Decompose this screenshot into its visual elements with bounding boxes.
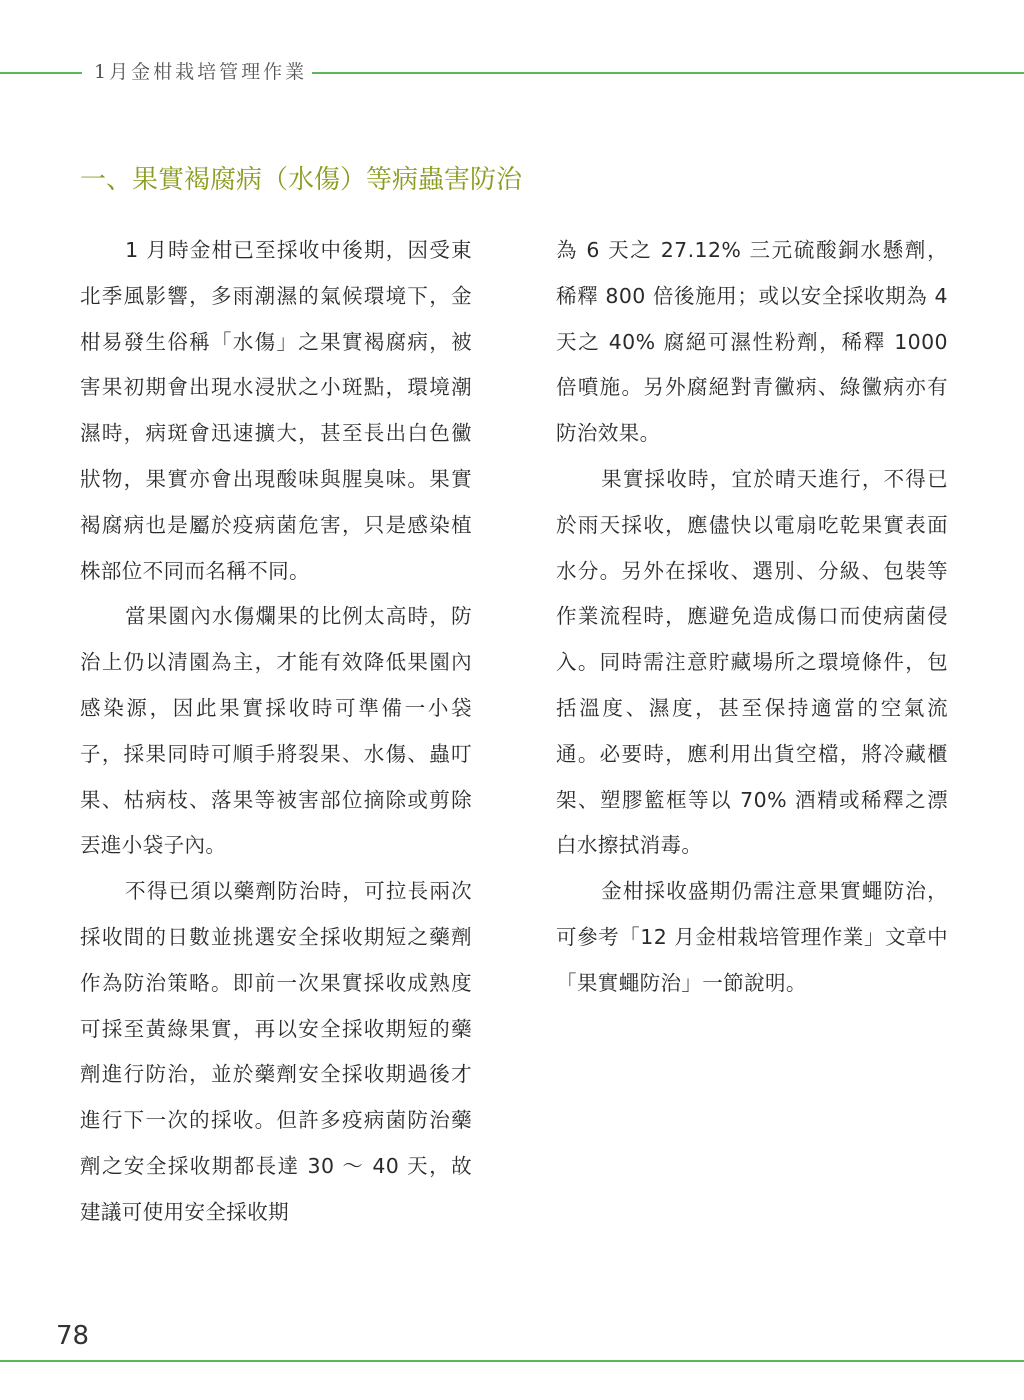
section-heading: 一、果實褐腐病（水傷）等病蟲害防治: [80, 165, 523, 195]
left-column: [80, 228, 472, 1236]
right-column: [556, 228, 948, 1007]
header-rule-left: [0, 72, 82, 74]
paragraph: 果實採收時，宜於晴天進行，不得已於雨天採收，應儘快以電扇吃乾果實表面水分。另外在採收、選別、分級、包裝等作業流程時，應避免造成傷口而使病菌侵入。同時需注意貯藏場所之環境條件，包括溫度、濕度，甚至保持適當的空氣流通。必要時，應利用出貨空檔，將冷藏櫃架、塑膠籃框等以 70% 酒精或稀釋之漂白水擦拭消毒。: [556, 466, 948, 858]
paragraph: 不得已須以藥劑防治時，可拉長兩次採收間的日數並挑選安全採收期短之藥劑作為防治策略。即前一次果實採收成熟度可採至黃綠果實，再以安全採收期短的藥劑進行防治，並於藥劑安全採收期過後才進行下一次的採收。但許多疫病菌防治藥劑之安全採收期都長達 30 ～ 40 天，故建議可使用安全採收期: [80, 879, 472, 1224]
footer-rule: [0, 1360, 1024, 1362]
paragraph: 1 月時金柑已至採收中後期，因受東北季風影響，多雨潮濕的氣候環境下，金柑易發生俗稱「水傷」之果實褐腐病，被害果初期會出現水浸狀之小斑點，環境潮濕時，病斑會迅速擴大，甚至長出白色黴狀物，果實亦會出現酸味與腥臭味。果實褐腐病也是屬於疫病菌危害，只是感染植株部位不同而名稱不同。: [80, 238, 472, 583]
paragraph: 金柑採收盛期仍需注意果實蠅防治，可參考「12 月金柑栽培管理作業」文章中「果實蠅防治」一節說明。: [556, 879, 948, 995]
paragraph: 當果園內水傷爛果的比例太高時，防治上仍以清園為主，才能有效降低果園內感染源，因此果實採收時可準備一小袋子，採果同時可順手將裂果、水傷、蟲叮果、枯病枝、落果等被害部位摘除或剪除丟進小袋子內。: [80, 604, 472, 858]
page-number: 78: [56, 1321, 90, 1351]
running-header-title: 1月金柑栽培管理作業: [94, 61, 308, 83]
paragraph-continued: 為 6 天之 27.12% 三元硫酸銅水懸劑，稀釋 800 倍後施用；或以安全採收期為 4 天之 40% 腐絕可濕性粉劑，稀釋 1000 倍噴施。另外腐絕對青黴病、綠黴病亦有防治效果。: [556, 238, 948, 446]
header-rule-right: [312, 72, 1024, 74]
